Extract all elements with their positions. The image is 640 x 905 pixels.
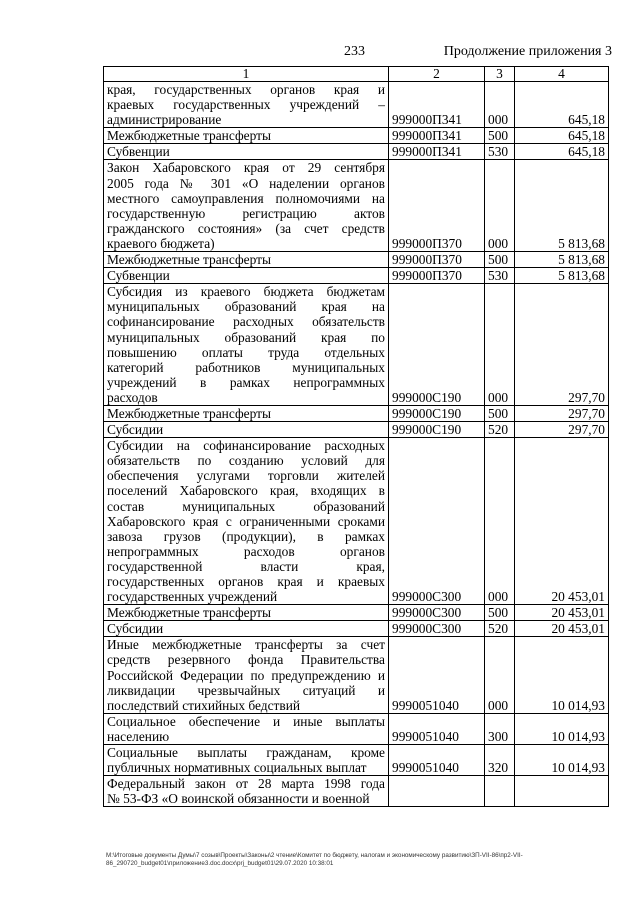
row-name: Социальное обеспечение и иные выплаты населению <box>104 713 389 744</box>
row-code: 999000С190 <box>389 405 485 421</box>
row-name: Субвенции <box>104 268 389 284</box>
column-header-3: 3 <box>485 67 515 82</box>
row-type: 500 <box>485 128 515 144</box>
row-amount: 645,18 <box>515 144 609 160</box>
table-header-row <box>104 67 609 82</box>
row-name: Субсидии <box>104 422 389 438</box>
row-name: Межбюджетные трансферты <box>104 405 389 421</box>
row-amount: 645,18 <box>515 82 609 128</box>
row-code: 999000П341 <box>389 82 485 128</box>
row-type: 000 <box>485 637 515 713</box>
row-code: 999000П370 <box>389 252 485 268</box>
row-code: 9990051040 <box>389 637 485 713</box>
row-amount: 5 813,68 <box>515 160 609 252</box>
continuation-label: Продолжение приложения 3 <box>443 44 612 59</box>
row-amount: 645,18 <box>515 128 609 144</box>
table-body <box>104 82 609 807</box>
row-type: 000 <box>485 438 515 605</box>
row-code: 999000С190 <box>389 284 485 406</box>
row-name: Субсидия из краевого бюджета бюджетам муниципальных образований края на софинансирование расходных обязательств муниципальных образований края по повышению оплаты труда отдельных категорий работников муниципальных учреждений в рамках непрограммных расходов <box>104 284 389 406</box>
row-name: Социальные выплаты гражданам, кроме публичных нормативных социальных выплат <box>104 745 389 776</box>
row-amount: 297,70 <box>515 405 609 421</box>
row-code: 999000П370 <box>389 268 485 284</box>
row-code: 999000П370 <box>389 160 485 252</box>
page-number: 233 <box>344 44 365 59</box>
row-type: 000 <box>485 82 515 128</box>
table-row <box>104 144 609 160</box>
row-amount: 10 014,93 <box>515 745 609 776</box>
row-name: края, государственных органов края и краевых государственных учреждений – администрирование <box>104 82 389 128</box>
row-amount: 20 453,01 <box>515 621 609 637</box>
row-code <box>389 776 485 807</box>
row-type: 500 <box>485 252 515 268</box>
row-type: 000 <box>485 160 515 252</box>
row-code: 999000П341 <box>389 128 485 144</box>
row-amount: 5 813,68 <box>515 252 609 268</box>
row-amount: 20 453,01 <box>515 438 609 605</box>
table-row <box>104 252 609 268</box>
row-name: Субвенции <box>104 144 389 160</box>
row-amount: 10 014,93 <box>515 713 609 744</box>
row-type: 300 <box>485 713 515 744</box>
row-name: Межбюджетные трансферты <box>104 605 389 621</box>
table-row <box>104 621 609 637</box>
table-row <box>104 438 609 605</box>
row-amount: 297,70 <box>515 422 609 438</box>
row-name: Межбюджетные трансферты <box>104 128 389 144</box>
row-code: 999000С300 <box>389 605 485 621</box>
column-header-4: 4 <box>515 67 609 82</box>
table-row <box>104 128 609 144</box>
row-code: 999000С300 <box>389 621 485 637</box>
table-row <box>104 605 609 621</box>
row-type: 530 <box>485 144 515 160</box>
row-name: Субсидии на софинансирование расходных обязательств по созданию условий для обеспечения услугами торговли жителей поселений Хабаровского края, входящих в состав муниципальных образований Хабаровского края с ограниченными сроками завоза грузов (продукции), в рамках непрограммных расходов органов государственной власти края, государственных органов края и краевых государственных учреждений <box>104 438 389 605</box>
row-amount: 5 813,68 <box>515 268 609 284</box>
row-amount <box>515 776 609 807</box>
row-amount: 297,70 <box>515 284 609 406</box>
row-name: Федеральный закон от 28 марта 1998 года № 53-ФЗ «О воинской обязанности и военной <box>104 776 389 807</box>
table-row <box>104 713 609 744</box>
row-type <box>485 776 515 807</box>
row-type: 000 <box>485 284 515 406</box>
table-row <box>104 82 609 128</box>
budget-table <box>103 66 609 807</box>
row-code: 999000П341 <box>389 144 485 160</box>
table-row <box>104 268 609 284</box>
table-row <box>104 745 609 776</box>
row-type: 320 <box>485 745 515 776</box>
table-row <box>104 422 609 438</box>
table-row <box>104 284 609 406</box>
row-type: 520 <box>485 621 515 637</box>
row-code: 9990051040 <box>389 745 485 776</box>
row-code: 999000С190 <box>389 422 485 438</box>
table-row <box>104 160 609 252</box>
column-header-1: 1 <box>104 67 389 82</box>
row-name: Межбюджетные трансферты <box>104 252 389 268</box>
row-type: 500 <box>485 405 515 421</box>
row-type: 520 <box>485 422 515 438</box>
row-code: 999000С300 <box>389 438 485 605</box>
row-type: 530 <box>485 268 515 284</box>
column-header-2: 2 <box>389 67 485 82</box>
table-row <box>104 405 609 421</box>
row-amount: 10 014,93 <box>515 637 609 713</box>
table-row <box>104 776 609 807</box>
table-row <box>104 637 609 713</box>
row-name: Субсидии <box>104 621 389 637</box>
row-type: 500 <box>485 605 515 621</box>
file-path-footer: M:\Итоговые документы Думы\7 созыв\Проекты\Законы\2 чтение\Комитет по бюджету, налогам и экономическому развитию\ЗП-VII-86\пр2-VII-86_290720_budget01\приложение3.doc.docx\prj_budget01\29.07.2020 10:38:01 <box>106 852 523 867</box>
row-code: 9990051040 <box>389 713 485 744</box>
page-header <box>0 44 640 62</box>
row-name: Закон Хабаровского края от 29 сентября 2005 года № 301 «О наделении органов местного самоуправления полномочиями на государственную регистрацию актов гражданского состояния» (за счет средств краевого бюджета) <box>104 160 389 252</box>
row-amount: 20 453,01 <box>515 605 609 621</box>
row-name: Иные межбюджетные трансферты за счет средств резервного фонда Правительства Российской Федерации по предупреждению и ликвидации чрезвычайных ситуаций и последствий стихийных бедствий <box>104 637 389 713</box>
